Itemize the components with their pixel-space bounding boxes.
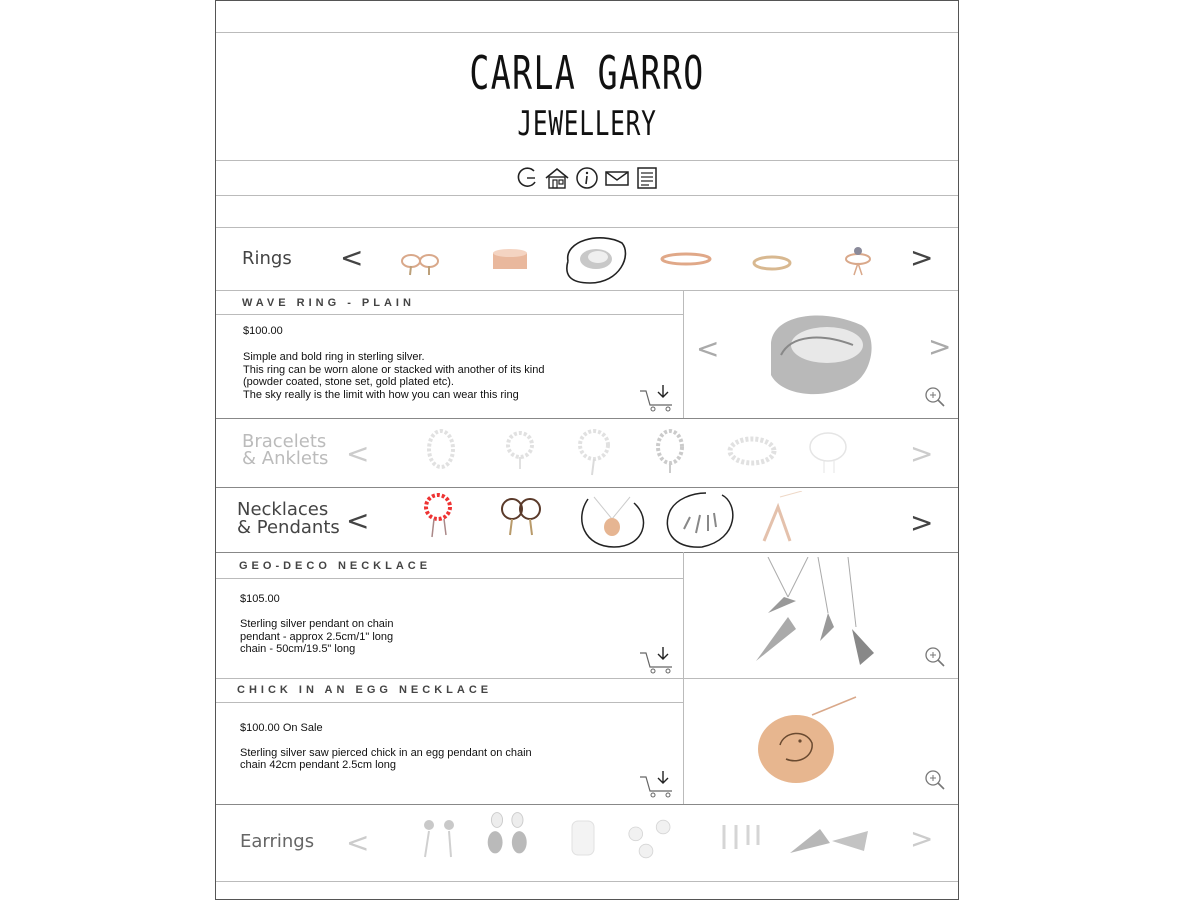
divider [216, 290, 958, 291]
category-earrings-label[interactable]: Earrings [240, 831, 315, 852]
divider [216, 702, 684, 703]
divider [216, 678, 958, 679]
bracelet-thumb-1[interactable] [411, 425, 471, 477]
product-image-geo-deco[interactable] [728, 557, 916, 669]
ring-thumb-4[interactable] [656, 233, 716, 285]
product-price: $100.00 [243, 325, 283, 337]
bracelet-thumb-3[interactable] [564, 425, 624, 477]
add-to-cart-icon[interactable] [638, 769, 676, 799]
divider [216, 804, 958, 805]
earring-thumb-2[interactable] [480, 807, 540, 859]
image-next-arrow[interactable]: > [928, 330, 952, 363]
earring-thumb-6[interactable] [786, 821, 876, 861]
ring-thumb-3-selected[interactable] [560, 231, 630, 289]
category-necklaces-label[interactable]: Necklaces & Pendants [237, 499, 340, 538]
divider [216, 195, 958, 196]
divider [216, 314, 684, 315]
bracelet-thumb-2[interactable] [490, 425, 550, 477]
rings-prev-arrow[interactable]: < [340, 241, 364, 274]
necklace-thumb-1[interactable] [412, 491, 472, 543]
category-rings-label[interactable]: Rings [242, 248, 292, 269]
divider [216, 32, 958, 33]
product-description: Simple and bold ring in sterling silver. This ring can be worn alone or stacked with another of its kind (powder coated, stone set, gold plated etc). The sky really is the limit with how you can wear this ring [243, 351, 545, 402]
earrings-next-arrow[interactable]: > [910, 822, 934, 855]
necklace-thumb-4[interactable] [662, 489, 740, 551]
product-price: $100.00 On Sale [240, 722, 323, 734]
zoom-icon[interactable] [924, 769, 946, 791]
product-description: Sterling silver pendant on chain pendant - approx 2.5cm/1" long chain - 50cm/19.5" long [240, 618, 394, 656]
earrings-prev-arrow[interactable]: < [346, 826, 370, 859]
product-title: WAVE RING - PLAIN [242, 297, 415, 309]
bracelet-thumb-4[interactable] [640, 425, 700, 477]
divider [216, 578, 684, 579]
info-icon[interactable] [574, 165, 600, 191]
add-to-cart-icon[interactable] [638, 645, 676, 675]
add-to-cart-icon[interactable] [638, 383, 676, 413]
image-prev-arrow[interactable]: < [696, 332, 720, 365]
earring-thumb-3[interactable] [556, 813, 616, 865]
product-title: CHICK IN AN EGG NECKLACE [237, 684, 493, 696]
necklace-thumb-2[interactable] [492, 491, 552, 543]
product-image-wave-ring[interactable] [761, 305, 881, 409]
product-title: GEO-DECO NECKLACE [239, 560, 432, 572]
rings-next-arrow[interactable]: > [910, 241, 934, 274]
product-description: Sterling silver saw pierced chick in an egg pendant on chain chain 42cm pendant 2.5cm long [240, 746, 532, 772]
ring-thumb-1[interactable] [391, 233, 451, 285]
divider [216, 160, 958, 161]
bracelets-prev-arrow[interactable]: < [346, 437, 370, 470]
category-bracelets-label[interactable]: Bracelets & Anklets [242, 431, 329, 469]
necklace-thumb-5[interactable] [754, 491, 814, 543]
divider-vertical [683, 290, 684, 418]
nav-icon-bar [216, 165, 958, 195]
bracelet-thumb-5[interactable] [722, 425, 782, 477]
product-price: $105.00 [240, 593, 280, 605]
home-icon[interactable] [544, 165, 570, 191]
necklaces-next-arrow[interactable]: > [910, 506, 934, 539]
zoom-icon[interactable] [924, 646, 946, 668]
brand-logo-line1[interactable]: CARLA GARRO [469, 46, 705, 100]
earring-thumb-4[interactable] [622, 813, 682, 865]
page-frame [215, 0, 959, 900]
divider [216, 227, 958, 228]
brand-logo-line2[interactable]: JEWELLERY [517, 104, 657, 144]
mail-icon[interactable] [604, 165, 630, 191]
ring-thumb-2[interactable] [480, 233, 540, 285]
zoom-icon[interactable] [924, 386, 946, 408]
newsletter-icon[interactable] [634, 165, 660, 191]
earring-thumb-5[interactable] [710, 815, 770, 867]
history-icon[interactable] [514, 165, 540, 191]
divider [216, 418, 958, 419]
bracelet-thumb-6[interactable] [800, 425, 860, 477]
ring-thumb-5[interactable] [742, 233, 802, 285]
product-image-chick-egg[interactable] [750, 695, 860, 787]
bracelets-next-arrow[interactable]: > [910, 437, 934, 470]
ring-thumb-6[interactable] [828, 233, 888, 285]
divider [216, 487, 958, 488]
earring-thumb-1[interactable] [411, 811, 471, 863]
divider [216, 552, 958, 553]
necklace-thumb-3[interactable] [574, 489, 650, 551]
necklaces-prev-arrow[interactable]: < [346, 504, 370, 537]
divider [216, 881, 958, 882]
